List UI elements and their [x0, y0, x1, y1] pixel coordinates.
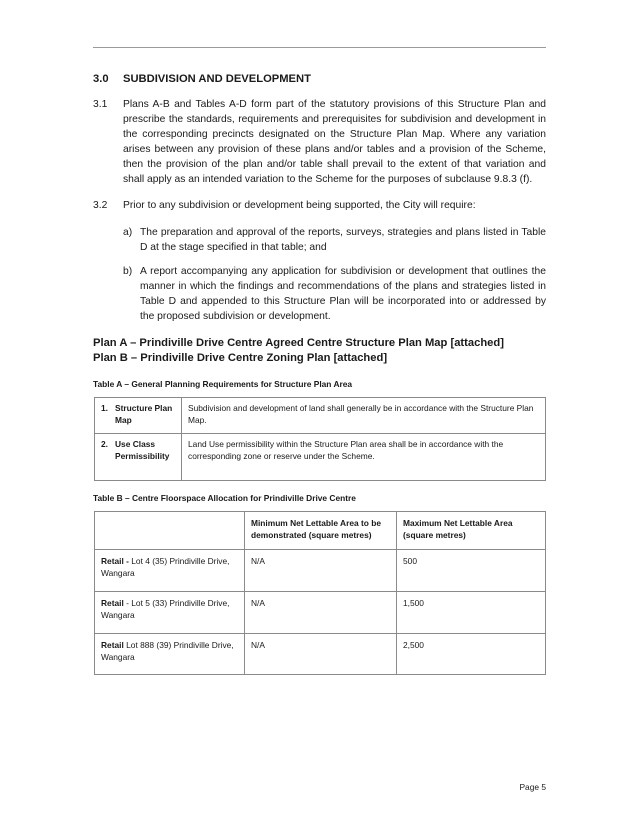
table-row — [95, 434, 546, 481]
min-cell: N/A — [245, 592, 397, 634]
lot-description: Lot 4 (35) Prindiville Drive, Wangara — [101, 556, 230, 578]
table-b-caption: Table B – Centre Floorspace Allocation for Prindiville Drive Centre — [93, 493, 356, 503]
subclause-a — [123, 225, 546, 255]
section-heading — [93, 73, 311, 85]
table-a — [94, 397, 546, 481]
table-header-row — [95, 512, 546, 550]
max-cell: 500 — [397, 550, 546, 592]
lot-description: - Lot 5 (33) Prindiville Drive, Wangara — [101, 598, 230, 620]
clause-text: Prior to any subdivision or development being supported, the City will require: — [123, 200, 476, 211]
header-cell-min: Minimum Net Lettable Area to be demonstrated (square metres) — [245, 512, 397, 550]
table-a-row-title — [95, 434, 182, 481]
section-number: 3.0 — [93, 73, 109, 85]
subclause-text: The preparation and approval of the reports, surveys, strategies and plans listed in Table D at the stage specified in that table; and — [140, 227, 546, 254]
min-cell: N/A — [245, 634, 397, 675]
row-title-line1: Structure Plan — [115, 403, 173, 413]
lot-cell — [95, 550, 245, 592]
table-a-caption: Table A – General Planning Requirements for Structure Plan Area — [93, 379, 353, 389]
plan-b-heading: Plan B – Prindiville Drive Centre Zoning Plan [attached] — [93, 352, 388, 364]
row-number: 1. — [101, 403, 108, 413]
clause-number: 3.2 — [93, 200, 108, 211]
plan-a-heading: Plan A – Prindiville Drive Centre Agreed Centre Structure Plan Map [attached] — [93, 337, 504, 349]
max-cell: 2,500 — [397, 634, 546, 675]
clause-text: Plans A-B and Tables A-D form part of the statutory provisions of this Structure Plan and prescribe the standards, requirements and prerequisites for subdivision and development in the corresponding precincts designated on the Structure Plan Map. Where any variation arises between any provision of these plans and/or tables and a provision of the Scheme, then the provision of the plan and/or table shall prevail to the extent of that variation and shall apply as an intended variation to the Scheme for the purposes of subclause 9.8.3 (f). — [123, 99, 546, 186]
clause-3-1 — [93, 97, 546, 188]
clause-3-2 — [93, 198, 546, 213]
lot-cell — [95, 592, 245, 634]
header-cell-empty — [95, 512, 245, 550]
page-number: Page 5 — [519, 782, 546, 792]
row-title-line2: Permissibility — [115, 450, 170, 461]
table-row — [95, 634, 546, 675]
lot-type: Retail — [101, 598, 124, 608]
header-cell-max: Maximum Net Lettable Area (square metres) — [397, 512, 546, 550]
clause-number: 3.1 — [93, 99, 108, 110]
subclause-label: a) — [123, 227, 133, 238]
row-number: 2. — [101, 439, 108, 449]
table-a-row-text: Subdivision and development of land shall generally be in accordance with the Structure Plan Map. — [182, 398, 546, 434]
subclause-text: A report accompanying any application for subdivision or development that outlines the manner in which the findings and recommendations of the plans and strategies listed in Table D and appended to this Structure Plan will be incorporated into or addressed by the proposed subdivision or development. — [140, 266, 546, 323]
min-cell: N/A — [245, 550, 397, 592]
table-a-row-title — [95, 398, 182, 434]
subclause-b — [123, 264, 546, 324]
lot-cell — [95, 634, 245, 675]
table-row — [95, 398, 546, 434]
subclause-label: b) — [123, 266, 133, 277]
row-title-line2: Map — [115, 414, 132, 425]
table-a-row-text: Land Use permissibility within the Structure Plan area shall be in accordance with the corresponding zone or reserve under the Scheme. — [182, 434, 546, 481]
table-row — [95, 550, 546, 592]
lot-description: Lot 888 (39) Prindiville Drive, Wangara — [101, 640, 234, 662]
table-row — [95, 592, 546, 634]
header-rule — [93, 47, 546, 48]
table-b — [94, 511, 546, 675]
lot-type: Retail — [101, 640, 124, 650]
section-title: SUBDIVISION AND DEVELOPMENT — [123, 73, 311, 85]
lot-type: Retail - — [101, 556, 129, 566]
row-title-line1: Use Class — [115, 439, 156, 449]
max-cell: 1,500 — [397, 592, 546, 634]
